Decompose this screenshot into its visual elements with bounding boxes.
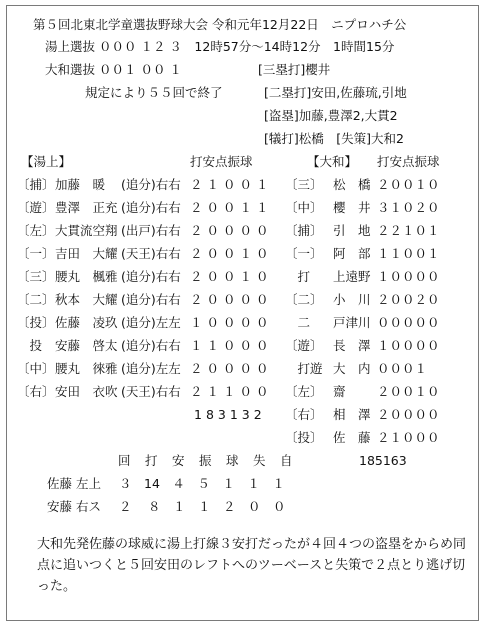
player-stats: １００００ (377, 338, 440, 353)
yunokami-stat-header: 打安点振球 (190, 154, 253, 169)
player-name: 佐藤 凌玖 (55, 315, 118, 330)
player-school: (出戸)右右 (121, 223, 181, 238)
player-position: 〔遊〕 (285, 338, 323, 353)
player-name: 阿 部 (333, 246, 371, 261)
player-position: 〔左〕 (285, 384, 323, 399)
player-name: 安藤 啓太 (55, 338, 118, 353)
pitcher-stats: ２ ８ １ １ ２ ０ ０ (119, 499, 286, 514)
note-double: [二塁打]安田,佐藤琉,引地 (264, 85, 407, 100)
yunokami-total: 183132 (194, 407, 266, 422)
pitcher-name: 安藤 右ス (47, 499, 101, 514)
note-steal: [盗塁]加藤,豊澤2,大貫2 (264, 108, 398, 123)
yamato-total: 185163 (359, 453, 407, 468)
game-title: 第５回北東北学童選抜野球大会 令和元年12月22日 ニプロハチ公 (33, 17, 407, 32)
player-school: (天王)右右 (121, 384, 181, 399)
player-position: 〔遊〕 (17, 200, 55, 215)
player-name: 相 澤 (333, 407, 371, 422)
player-position: 〔右〕 (17, 384, 55, 399)
player-name: 松 橋 (333, 177, 371, 192)
player-stats: ２００００ (190, 223, 273, 238)
pitcher-stats: ３ 14 ４ ５ １ １ １ (119, 476, 285, 491)
player-name: 佐 藤 (333, 430, 371, 445)
player-school: (追分)右右 (121, 292, 181, 307)
player-position: 二 (285, 315, 311, 330)
player-stats: ２００００ (190, 361, 273, 376)
player-name: 秋本 大耀 (55, 292, 118, 307)
player-name: 上遠野 (333, 269, 371, 284)
linescore-yamato: 大和選抜 ００１ ００ １ (45, 62, 182, 77)
yamato-stat-header: 打安点振球 (377, 154, 440, 169)
player-name: 大貫流空翔 (55, 223, 118, 238)
team-yamato: 【大和】 (307, 154, 358, 169)
team-yunokami: 【湯上】 (21, 154, 72, 169)
player-name: 安田 衣吹 (55, 384, 118, 399)
player-position: 〔捕〕 (17, 177, 55, 192)
player-name: 腰丸 楓雅 (55, 269, 118, 284)
player-school: (追分)右右 (121, 338, 181, 353)
player-position: 〔中〕 (17, 361, 55, 376)
player-stats: １１０００ (190, 338, 273, 353)
player-position: 〔一〕 (285, 246, 323, 261)
player-stats: ２１０００ (377, 430, 440, 445)
player-position: 〔三〕 (285, 177, 323, 192)
player-position: 〔投〕 (17, 315, 55, 330)
linescore-yunokami: 湯上選抜 ０００ １２ ３ 12時57分～14時12分 1時間15分 (45, 39, 395, 54)
player-stats: ２００１０ (377, 177, 440, 192)
player-position: 打遊 (285, 361, 323, 376)
player-stats: １００００ (377, 269, 440, 284)
player-school: (追分)右右 (121, 177, 181, 192)
player-stats: ２１００１ (190, 177, 273, 192)
player-position: 〔三〕 (17, 269, 55, 284)
player-stats: ０００００ (377, 315, 440, 330)
rule-note: 規定により５５回で終了 (85, 85, 223, 100)
player-name: 長 澤 (333, 338, 371, 353)
player-name: 大 内 (333, 361, 371, 376)
player-school: (天王)右右 (121, 246, 181, 261)
player-name: 齋 (333, 384, 346, 399)
player-name: 小 川 (333, 292, 371, 307)
player-position: 〔中〕 (285, 200, 323, 215)
player-stats: ２００１０ (377, 384, 440, 399)
player-stats: ２１１００ (190, 384, 273, 399)
player-stats: ２２１０１ (377, 223, 440, 238)
note-sac-error: [犠打]松橋 [失策]大和2 (264, 131, 404, 146)
player-stats: ２００１０ (190, 269, 273, 284)
player-stats: ２００２０ (377, 292, 440, 307)
player-position: 打 (285, 269, 311, 284)
player-name: 吉田 大耀 (55, 246, 118, 261)
player-stats: １００００ (190, 315, 273, 330)
player-name: 加藤 暖 (55, 177, 106, 192)
player-stats: ２００１０ (190, 246, 273, 261)
player-school: (追分)左左 (121, 315, 181, 330)
player-stats: ３１０２０ (377, 200, 440, 215)
player-name: 腰丸 徠雅 (55, 361, 118, 376)
player-school: (追分)右右 (121, 200, 181, 215)
player-position: 投 (17, 338, 43, 353)
player-school: (追分)右右 (121, 269, 181, 284)
player-position: 〔投〕 (285, 430, 323, 445)
player-name: 引 地 (333, 223, 371, 238)
player-stats: ２００００ (190, 292, 273, 307)
player-name: 戸津川 (333, 315, 371, 330)
player-name: 櫻 井 (333, 200, 371, 215)
boxscore-frame (6, 5, 479, 621)
player-position: 〔捕〕 (285, 223, 323, 238)
player-stats: ２００１１ (190, 200, 273, 215)
pitching-header: 回 打 安 振 球 失 自 (118, 453, 294, 468)
player-position: 〔二〕 (17, 292, 55, 307)
player-stats: ２００００ (377, 407, 440, 422)
player-stats: １１００１ (377, 246, 440, 261)
pitcher-name: 佐藤 左上 (47, 476, 101, 491)
player-position: 〔右〕 (285, 407, 323, 422)
player-position: 〔一〕 (17, 246, 55, 261)
player-school: (追分)左左 (121, 361, 181, 376)
note-triple: [三塁打]櫻井 (258, 62, 331, 77)
player-stats: ０００１ (377, 361, 428, 376)
player-name: 豊澤 正充 (55, 200, 118, 215)
game-summary: 大和先発佐藤の球威に湯上打線３安打だったが４回４つの盗塁をからめ同点に追いつくと５回安田のレフトへのツーベースと失策で２点とり逃げ切った。 (37, 537, 467, 594)
player-position: 〔二〕 (285, 292, 323, 307)
player-position: 〔左〕 (17, 223, 55, 238)
